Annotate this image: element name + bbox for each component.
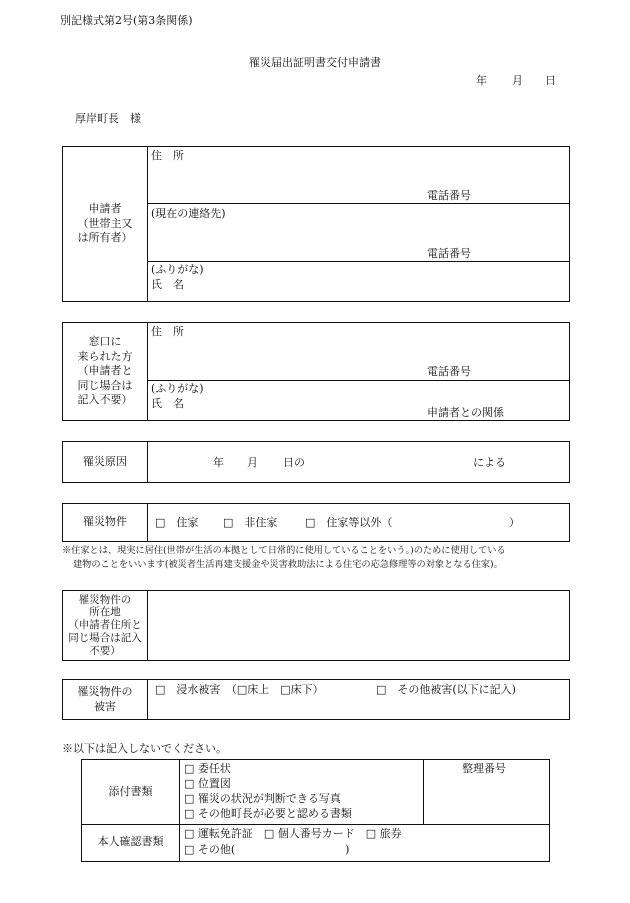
window-relation-label: 申請者との関係 xyxy=(427,406,504,419)
id-items-line-2: □ その他( ) xyxy=(184,843,350,856)
id-items-line-1: □ 運転免許証 □ 個人番号カード □ 旅券 xyxy=(184,827,402,840)
applicant-address-label: 住 所 xyxy=(151,149,184,162)
window-address-label: 住 所 xyxy=(151,325,184,338)
property-option-other[interactable]: □ 住家等以外（ xyxy=(305,516,393,529)
property-option-close: ） xyxy=(509,516,520,529)
property-section xyxy=(62,503,570,542)
location-field[interactable] xyxy=(151,595,563,655)
cause-year: 年 xyxy=(213,456,224,469)
office-use-section xyxy=(81,759,550,862)
location-label: 罹災物件の 所在地 （申請者住所と 同じ場合は記入 不要） xyxy=(68,593,142,657)
applicant-contact-label: (現在の連絡先) xyxy=(151,207,226,220)
page-title: 罹災届出証明書交付申請書 xyxy=(249,56,381,69)
cause-section xyxy=(62,441,570,483)
date-day: 日 xyxy=(545,74,556,87)
attach-item-power-of-attorney: □ 委任状 xyxy=(184,762,231,775)
property-option-house[interactable]: □ 住家 xyxy=(155,516,199,529)
applicant-section xyxy=(62,146,570,302)
property-note-line-1: ※住家とは、現実に居住(世帯が生活の本拠として日常的に使用していることをいう。)のために使用している xyxy=(62,545,506,556)
office-note: ※以下は記入しないでください。 xyxy=(62,742,227,755)
damage-other-option[interactable]: □ その他被害(以下に記入) xyxy=(376,683,516,696)
applicant-furigana-label: (ふりがな) xyxy=(151,263,204,276)
damage-label: 罹災物件の 被害 xyxy=(77,684,133,713)
applicant-phone-label: 電話番号 xyxy=(427,189,471,202)
attach-item-location-map: □ 位置図 xyxy=(184,777,231,790)
date-year: 年 xyxy=(476,74,487,87)
property-label: 罹災物件 xyxy=(83,515,127,529)
damage-flood-option[interactable]: □ 浸水被害 （□床上 □床下） xyxy=(155,683,324,696)
id-label: 本人確認書類 xyxy=(97,835,164,849)
damage-section xyxy=(62,679,570,720)
window-name-label: 氏 名 xyxy=(151,397,184,410)
attach-item-other: □ その他町長が必要と認める書類 xyxy=(184,807,352,820)
cause-day: 日の xyxy=(283,456,305,469)
cause-label: 罹災原因 xyxy=(83,454,127,468)
applicant-name-field[interactable] xyxy=(203,265,563,297)
window-furigana-label: (ふりがな) xyxy=(151,382,204,395)
cause-suffix: による xyxy=(473,456,506,469)
attach-item-photo: □ 罹災の状況が判断できる写真 xyxy=(184,792,341,805)
form-number: 別記様式第2号(第3条関係) xyxy=(60,14,193,27)
applicant-name-label: 氏 名 xyxy=(151,278,184,291)
addressee: 厚岸町長 様 xyxy=(75,112,141,125)
attach-label: 添付書類 xyxy=(108,784,153,798)
applicant-label: 申請者 （世帯主又 は所有者） xyxy=(77,202,133,245)
reference-number-label: 整理番号 xyxy=(462,762,506,775)
applicant-phone-label-2: 電話番号 xyxy=(427,247,471,260)
window-phone-label: 電話番号 xyxy=(427,365,471,378)
applicant-address-field[interactable] xyxy=(151,163,561,201)
property-note-line-2: 建物のことをいいます(被災者生活再建支援金や災害救助法による住宅の応急修理等の対象となる住家)。 xyxy=(73,559,503,570)
cause-month: 月 xyxy=(247,456,258,469)
date-month: 月 xyxy=(512,74,523,87)
property-option-non-house[interactable]: □ 非住家 xyxy=(223,516,278,529)
window-visitor-section xyxy=(62,322,570,421)
location-section xyxy=(62,590,570,661)
window-visitor-label: 窓口に 来られた方 （申請者と 同じ場合は 記入不要） xyxy=(77,335,133,407)
